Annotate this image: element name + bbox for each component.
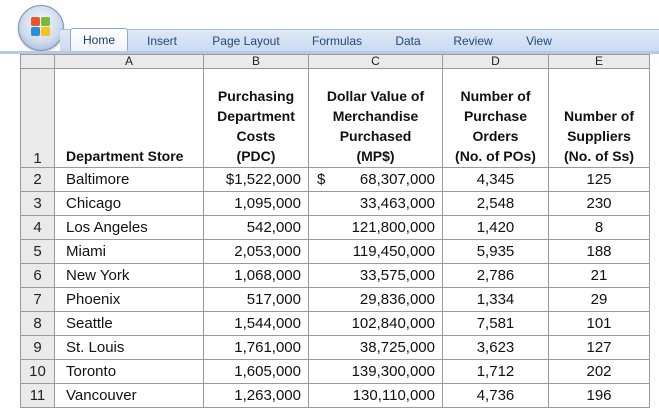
header-pos-line4: (No. of POs) [455,148,536,164]
cell-suppliers[interactable]: 101 [549,312,650,336]
cell-mp[interactable] [309,192,443,216]
column-header-c[interactable]: C [309,55,443,69]
tab-home[interactable]: Home [70,28,128,51]
tab-page-layout[interactable]: Page Layout [212,34,280,48]
header-pos-line1: Number of [460,88,531,104]
cell-department-store[interactable]: New York [55,264,204,288]
header-department-store: Department Store [66,148,184,164]
cell-purchase-orders[interactable]: 5,935 [443,240,549,264]
row-header[interactable]: 10 [21,360,55,384]
column-header-e[interactable]: E [549,55,650,69]
cell-purchase-orders[interactable]: 1,712 [443,360,549,384]
cell-mp-value: 29,836,000 [359,291,435,308]
header-ss-line2: Suppliers [567,128,631,144]
table-row [21,264,650,288]
cell-mp-value: 38,725,000 [359,339,435,356]
cell-pdc[interactable]: 1,544,000 [204,312,309,336]
cell-pdc[interactable]: $1,522,000 [204,168,309,192]
table-row [21,168,650,192]
header-ss-line1: Number of [564,108,634,124]
header-pos-line3: Orders [472,128,519,144]
row-header[interactable]: 5 [21,240,55,264]
header-pdc-line1: Purchasing [217,88,295,104]
column-header-a[interactable]: A [55,55,204,69]
cell-pdc[interactable]: 1,095,000 [204,192,309,216]
cell-department-store[interactable]: Baltimore [55,168,204,192]
cell-purchase-orders[interactable]: 7,581 [443,312,549,336]
table-row [21,192,650,216]
table-row [21,336,650,360]
cell-mp[interactable] [309,264,443,288]
cell-purchase-orders[interactable]: 1,420 [443,216,549,240]
row-header-1[interactable]: 1 [21,69,55,168]
cell-department-store[interactable]: St. Louis [55,336,204,360]
office-logo-icon [31,17,51,37]
cell-mp-value: 119,450,000 [352,243,435,260]
cell-department-store[interactable]: Seattle [55,312,204,336]
cell-suppliers[interactable]: 202 [549,360,650,384]
cell-suppliers[interactable]: 8 [549,216,650,240]
cell-department-store[interactable]: Chicago [55,192,204,216]
header-pdc-line2: Department [217,108,295,124]
cell-a1[interactable] [55,69,204,168]
tab-formulas[interactable]: Formulas [311,34,362,48]
cell-b1[interactable] [204,69,309,168]
header-pdc-line4: (PDC) [236,148,276,164]
row-header[interactable]: 9 [21,336,55,360]
cell-mp[interactable] [309,360,443,384]
tab-data[interactable]: Data [395,34,421,48]
header-mp-line2: Merchandise [332,108,419,124]
cell-mp-value: 139,300,000 [351,363,435,380]
spreadsheet-grid [20,54,650,408]
row-header[interactable]: 8 [21,312,55,336]
row-header[interactable]: 6 [21,264,55,288]
cell-mp-value: 102,840,000 [351,315,435,332]
tab-view[interactable]: View [526,34,552,48]
cell-suppliers[interactable]: 127 [549,336,650,360]
cell-purchase-orders[interactable]: 2,548 [443,192,549,216]
cell-suppliers[interactable]: 125 [549,168,650,192]
cell-department-store[interactable]: Vancouver [55,384,204,408]
header-row [21,69,650,168]
cell-mp[interactable] [309,216,443,240]
row-header[interactable]: 4 [21,216,55,240]
table-row [21,216,650,240]
select-all-corner[interactable] [21,55,55,69]
cell-pdc[interactable]: 2,053,000 [204,240,309,264]
table-row [21,360,650,384]
cell-purchase-orders[interactable]: 1,334 [443,288,549,312]
header-mp-line4: (MP$) [356,148,395,164]
table-row [21,312,650,336]
cell-suppliers[interactable]: 21 [549,264,650,288]
column-header-d[interactable]: D [443,55,549,69]
table-row [21,384,650,408]
cell-mp[interactable] [309,168,443,192]
header-pdc-line3: Costs [236,128,276,144]
cell-e1[interactable] [549,69,650,168]
cell-pdc[interactable]: 1,761,000 [204,336,309,360]
cell-pdc[interactable]: 1,068,000 [204,264,309,288]
cell-purchase-orders[interactable]: 3,623 [443,336,549,360]
table-row [21,288,650,312]
cell-mp[interactable] [309,384,443,408]
table-row [21,240,650,264]
header-mp-line1: Dollar Value of [326,88,425,104]
office-button[interactable] [18,5,64,51]
row-header[interactable]: 7 [21,288,55,312]
cell-suppliers[interactable]: 230 [549,192,650,216]
row-header[interactable]: 11 [21,384,55,408]
column-header-b[interactable]: B [204,55,309,69]
cell-department-store[interactable]: Miami [55,240,204,264]
cell-mp-value: 33,463,000 [359,195,435,212]
cell-purchase-orders[interactable]: 4,736 [443,384,549,408]
tab-insert[interactable]: Insert [146,34,177,48]
cell-suppliers[interactable]: 196 [549,384,650,408]
cell-purchase-orders[interactable]: 2,786 [443,264,549,288]
cell-c1[interactable] [309,69,443,168]
ribbon [0,0,659,55]
tab-review[interactable]: Review [453,34,493,48]
cell-mp[interactable] [309,240,443,264]
cell-department-store[interactable]: Los Angeles [55,216,204,240]
cell-mp[interactable] [309,336,443,360]
row-header[interactable]: 3 [21,192,55,216]
cell-department-store[interactable]: Toronto [55,360,204,384]
cell-pdc[interactable]: 1,605,000 [204,360,309,384]
cell-mp[interactable] [309,288,443,312]
cell-purchase-orders[interactable]: 4,345 [443,168,549,192]
header-mp-line3: Purchased [339,128,412,144]
currency-symbol: $ [317,171,326,188]
cell-d1[interactable] [443,69,549,168]
cell-department-store[interactable]: Phoenix [55,288,204,312]
cell-pdc[interactable]: 1,263,000 [204,384,309,408]
cell-mp-value: 121,800,000 [351,219,435,236]
cell-pdc[interactable]: 517,000 [204,288,309,312]
cell-mp-value: 130,110,000 [352,387,435,404]
cell-mp[interactable] [309,312,443,336]
row-header[interactable]: 2 [21,168,55,192]
cell-mp-value: 68,307,000 [359,171,435,188]
cell-suppliers[interactable]: 188 [549,240,650,264]
header-ss-line3: (No. of Ss) [564,148,634,164]
cell-pdc[interactable]: 542,000 [204,216,309,240]
cell-mp-value: 33,575,000 [359,267,435,284]
cell-suppliers[interactable]: 29 [549,288,650,312]
header-pos-line2: Purchase [463,108,528,124]
